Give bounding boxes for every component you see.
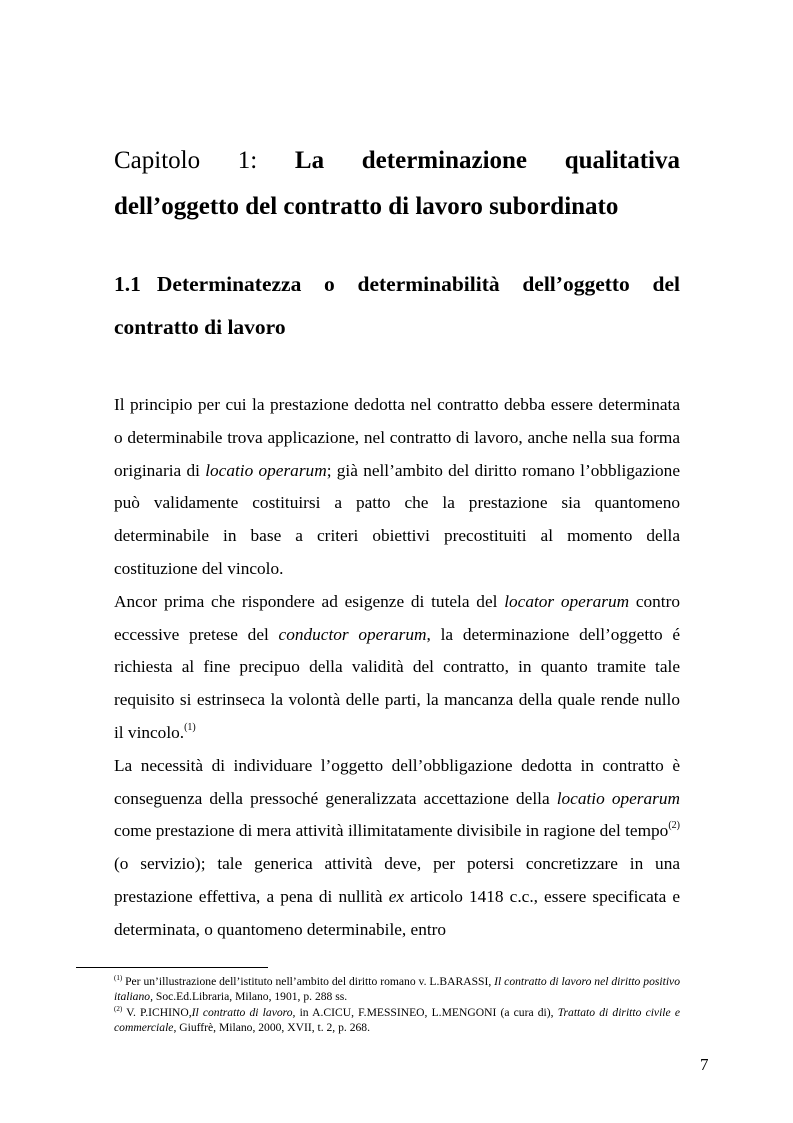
- body-text: [114, 389, 680, 947]
- section-heading: [114, 263, 680, 349]
- text-run: , Giuffrè, Milano, 2000, XVII, t. 2, p. 268.: [173, 1020, 370, 1034]
- section-number: 1.1: [114, 272, 141, 296]
- paragraph-1: [114, 389, 680, 586]
- text-run: Soc.Ed.Libraria, Milano, 1901, p. 288 ss.: [152, 990, 348, 1004]
- italic-term: Trattato di diritto civile e commerciale: [114, 1005, 680, 1034]
- chapter-label: Capitolo 1:: [114, 147, 258, 174]
- footnote-mark: (2): [114, 1004, 123, 1013]
- page-number: 7: [700, 1055, 709, 1074]
- chapter-heading: [114, 138, 680, 230]
- text-run: , la determinazione dell’oggetto é richiesta al fine precipuo della validità del contratto, in quanto tramite tale requisito si estrinseca la volontà delle parti, la mancanza della quale rende nullo il vincolo.: [114, 624, 681, 742]
- text-run: in A.CICU, F.MESSINEO, L.MENGONI (a cura di),: [295, 1005, 558, 1019]
- footnotes: [114, 974, 680, 1035]
- footnote-1: [114, 974, 680, 1005]
- italic-term: locatio operarum: [205, 460, 327, 480]
- italic-term: locatio operarum: [556, 788, 680, 808]
- footnote-mark: (1): [114, 974, 123, 982]
- italic-term: conductor operarum: [278, 624, 427, 644]
- footnote-2: [114, 1005, 680, 1036]
- section-title: Determinatezza o determinabilità dell’oggetto del contratto di lavoro: [114, 272, 680, 339]
- text-run: Per un’illustrazione dell’istituto nell’ambito del diritto romano v. L.BARASSI,: [122, 975, 495, 988]
- text-run: come prestazione di mera attività illimitatamente divisibile in ragione del tempo: [114, 821, 669, 841]
- text-run: (o servizio); tale generica attività deve, per potersi concretizzare in una prestazione effettiva, a pena di nullità: [114, 854, 680, 906]
- text-run: Ancor prima che rispondere ad esigenze di tutela del: [114, 591, 505, 611]
- chapter-title: La determinazione qualitativa dell’oggetto del contratto di lavoro subordinato: [114, 147, 680, 220]
- italic-term: ex: [388, 886, 405, 906]
- italic-term: locator operarum: [504, 591, 630, 611]
- footnote-ref-1[interactable]: (1): [184, 721, 196, 733]
- paragraph-2: [114, 586, 680, 750]
- text-run: ; già nell’ambito del diritto romano l’obbligazione può validamente costituirsi a patto che la prestazione sia quantomeno determinabile in base a criteri obiettivi precostituiti al momento della costituzione del vincolo.: [114, 460, 680, 578]
- italic-term: Il contratto di lavoro,: [191, 1005, 296, 1019]
- text-run: contro eccessive pretese del: [114, 591, 681, 644]
- footnote-divider: [76, 967, 268, 968]
- footnote-ref-2[interactable]: (2): [668, 820, 680, 832]
- text-run: articolo 1418 c.c., essere specificata e determinata, o quantomeno determinabile, entro: [114, 886, 680, 939]
- text-run: La necessità di individuare l’oggetto dell’obbligazione dedotta in contratto è conseguenza della pressoché generalizzata accettazione della: [114, 755, 680, 808]
- text-run: V. P.ICHINO,: [122, 1005, 192, 1019]
- paragraph-3: [114, 750, 680, 947]
- text-run: Il principio per cui la prestazione dedotta nel contratto debba essere determinata o determinabile trova applicazione, nel contratto di lavoro, anche nella sua forma originaria di: [114, 395, 680, 480]
- italic-term: Il contratto di lavoro nel diritto positivo italiano,: [114, 975, 680, 1004]
